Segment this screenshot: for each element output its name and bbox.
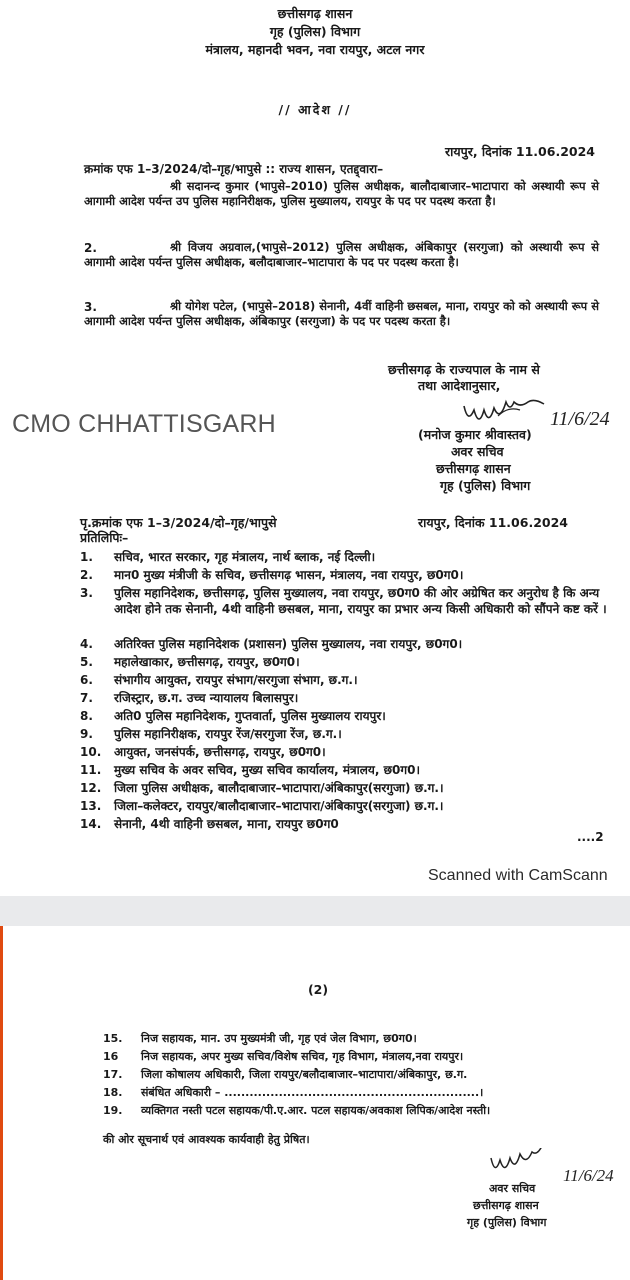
order-3-number: 3.: [84, 300, 97, 314]
signatory-govt: छत्तीसगढ़ शासन: [436, 461, 511, 476]
signatory-name: (मनोज कुमार श्रीवास्तव): [418, 427, 532, 442]
order-title: // आदेश //: [278, 102, 352, 117]
signature-mark-2: [487, 1148, 557, 1184]
order-3: श्री योगेश पटेल, (भापुसे–2018) सेनानी, 4वीं वाहिनी छसबल, माना, रायपुर को को अस्थायी रूप से आगामी आदेश पर्यन्त पुलिस अधीक्षक, अंबिकापुर (सरगुजा) के पद पर पदस्थ करता है।: [84, 299, 599, 328]
signature-date-2: 11/6/24: [563, 1166, 614, 1185]
place-date: रायपुर, दिनांक 11.06.2024: [445, 144, 595, 159]
order-2: श्री विजय अग्रवाल,(भापुसे–2012) पुलिस अधीक्षक, अंबिकापुर (सरगुजा) को अस्थायी रूप से आगामी आदेश पर्यन्त पुलिस अधीक्षक, बलौदाबाजार–भाटापारा के पद पर पदस्थ करता है।: [84, 240, 599, 269]
ref-line: क्रमांक एफ 1–3/2024/दो–गृह/भापुसे :: राज्य शासन, एतद्द्वारा–: [84, 162, 384, 176]
signatory-designation: अवर सचिव: [451, 444, 504, 459]
page-number: (2): [307, 982, 329, 997]
governor-line-2: तथा आदेशानुसार,: [418, 378, 501, 393]
copy-date: रायपुर, दिनांक 11.06.2024: [418, 515, 568, 530]
scanned-with-label: Scanned with CamScann: [428, 867, 608, 884]
header-govt: छत्तीसगढ़ शासन: [277, 6, 353, 21]
signatory-govt-2: छत्तीसगढ़ शासन: [473, 1199, 539, 1212]
signatory-designation-2: अवर सचिव: [489, 1182, 536, 1195]
watermark-text: CMO CHHATTISGARH: [12, 410, 276, 438]
order-1: श्री सदानन्द कुमार (भापुसे–2010) पुलिस अधीक्षक, बालौदाबाजार–भाटापारा को अस्थायी रूप से आगामी आदेश पर्यन्त उप पुलिस महानिरीक्षक, पुलिस मुख्यालय, रायपुर के पद पर पदस्थ करता है।: [84, 179, 599, 208]
document-page-2: (2) 15. निज सहायक, मान. उप मुख्यमंत्री जी, गृह एवं जेल विभाग, छ0ग0। 16 निज सहायक, अपर मुख्य सचिव/विशेष सचिव, गृह विभाग, मंत्रालय,नवा रायपुर। 17. जिला कोषालय अधिकारी, जिला रायपुर/बलौदाबाजार–भाटापारा/अंबिकापुर, छ.ग. 18. संबंधित अधिकारी – .............................................................। 19. व्यक्तिगत नस्ती पटल सहायक/पी.ए.आर. पटल सहायक/अवकाश लिपिक/आदेश नस्ती। की ओर सूचनार्थ एवं आवश्यक कार्यवाही हेतु प्रेषित। 11/6/24 अवर सचिव छत्तीसगढ़ शासन गृह (पुलिस) विभाग: [0, 926, 630, 1280]
signatory-dept-2: गृह (पुलिस) विभाग: [467, 1216, 547, 1229]
signature-date: 11/6/24: [550, 408, 610, 430]
copy-heading: प्रतिलिपिः–: [80, 530, 129, 545]
continued-marker: ....2: [577, 830, 604, 844]
document-page-1: छत्तीसगढ़ शासन गृह (पुलिस) विभाग मंत्रालय, महानदी भवन, नवा रायपुर, अटल नगर // आदेश // रायपुर, दिनांक 11.06.2024 क्रमांक एफ 1–3/2024/दो–गृह/भापुसे :: राज्य शासन, एतद्द्वारा– श्री सदानन्द कुमार (भापुसे–2010) पुलिस अधीक्षक, बालौदाबाजार–भाटापारा को अस्थायी रूप से आगामी आदेश पर्यन्त उप पुलिस महानिरीक्षक, पुलिस मुख्यालय, रायपुर के पद पर पदस्थ करता है। 2. श्री विजय अग्रवाल,(भापुसे–2012) पुलिस अधीक्षक, अंबिकापुर (सरगुजा) को अस्थायी रूप से आगामी आदेश पर्यन्त पुलिस अधीक्षक, बलौदाबाजार–भाटापारा के पद पर पदस्थ करता है। 3. श्री योगेश पटेल, (भापुसे–2018) सेनानी, 4वीं वाहिनी छसबल, माना, रायपुर को को अस्थायी रूप से आगामी आदेश पर्यन्त पुलिस अधीक्षक, अंबिकापुर (सरगुजा) के पद पर पदस्थ करता है। छत्तीसगढ़ के राज्यपाल के नाम से तथा आदेशानुसार, 11/6/24 (मनोज कुमार श्रीवास्तव) अवर सचिव छत्तीसगढ़ शासन गृह (पुलिस) विभाग CMO CHHATTISGARH पृ.क्रमांक एफ 1–3/2024/दो–गृह/भापुसे रायपुर, दिनांक 11.06.2024 प्रतिलिपिः– 1. सचिव, भारत सरकार, गृह मंत्रालय, नार्थ ब्लाक, नई दिल्ली। 2. मान0 मुख्य मंत्रीजी के सचिव, छत्तीसगढ़ भासन, मंत्रालय, नवा रायपुर, छ0ग0। 3. पुलिस महानिदेशक, छत्तीसगढ़, पुलिस मुख्यालय, नवा रायपुर, छ0ग0 की ओर अग्रेषित कर अनुरोध है कि अन्य आदेश होने तक सेनानी, 4थी वाहिनी छसबल, माना, रायपुर का प्रभार अन्य किसी अधिकारी को सौंपने कष्ट करें । 4. अतिरिक्त पुलिस महानिदेशक (प्रशासन) पुलिस मुख्यालय, नवा रायपुर, छ0ग0। 5. महालेखाकार, छत्तीसगढ़, रायपुर, छ0ग0। 6. संभागीय आयुक्त, रायपुर संभाग/सरगुजा संभाग, छ.ग.। 7. रजिस्ट्रार, छ.ग. उच्च न्यायालय बिलासपुर। 8. अति0 पुलिस महानिदेशक, गुप्तवार्ता, पुलिस मुख्यालय रायपुर। 9. पुलिस महानिरीक्षक, रायपुर रेंज/सरगुजा रेंज, छ.ग.। 10. आयुक्त, जनसंपर्क, छत्तीसगढ़, रायपुर, छ0ग0। 11. मुख्य सचिव के अवर सचिव, मुख्य सचिव कार्यालय, मंत्रालय, छ0ग0। 12. जिला पुलिस अधीक्षक, बालौदाबाजार–भाटापारा/अंबिकापुर(सरगुजा) छ.ग.। 13. जिला–कलेक्टर, रायपुर/बालौदाबाजार–भाटापारा/अंबिकापुर(सरगुजा) छ.ग.। 14. सेनानी, 4थी वाहिनी छसबल, माना, रायपुर छ0ग0 ....2 Scanned with CamScann: [0, 0, 630, 896]
copy-ref: पृ.क्रमांक एफ 1–3/2024/दो–गृह/भापुसे: [80, 515, 277, 530]
header-dept: गृह (पुलिस) विभाग: [269, 24, 361, 39]
governor-line-1: छत्तीसगढ़ के राज्यपाल के नाम से: [388, 362, 540, 377]
header-address: मंत्रालय, महानदी भवन, नवा रायपुर, अटल नगर: [205, 42, 425, 57]
signatory-dept: गृह (पुलिस) विभाग: [440, 478, 531, 493]
closing-line: की ओर सूचनार्थ एवं आवश्यक कार्यवाही हेतु प्रेषित।: [103, 1133, 310, 1146]
page-gap: [0, 896, 630, 926]
order-2-number: 2.: [84, 241, 97, 255]
